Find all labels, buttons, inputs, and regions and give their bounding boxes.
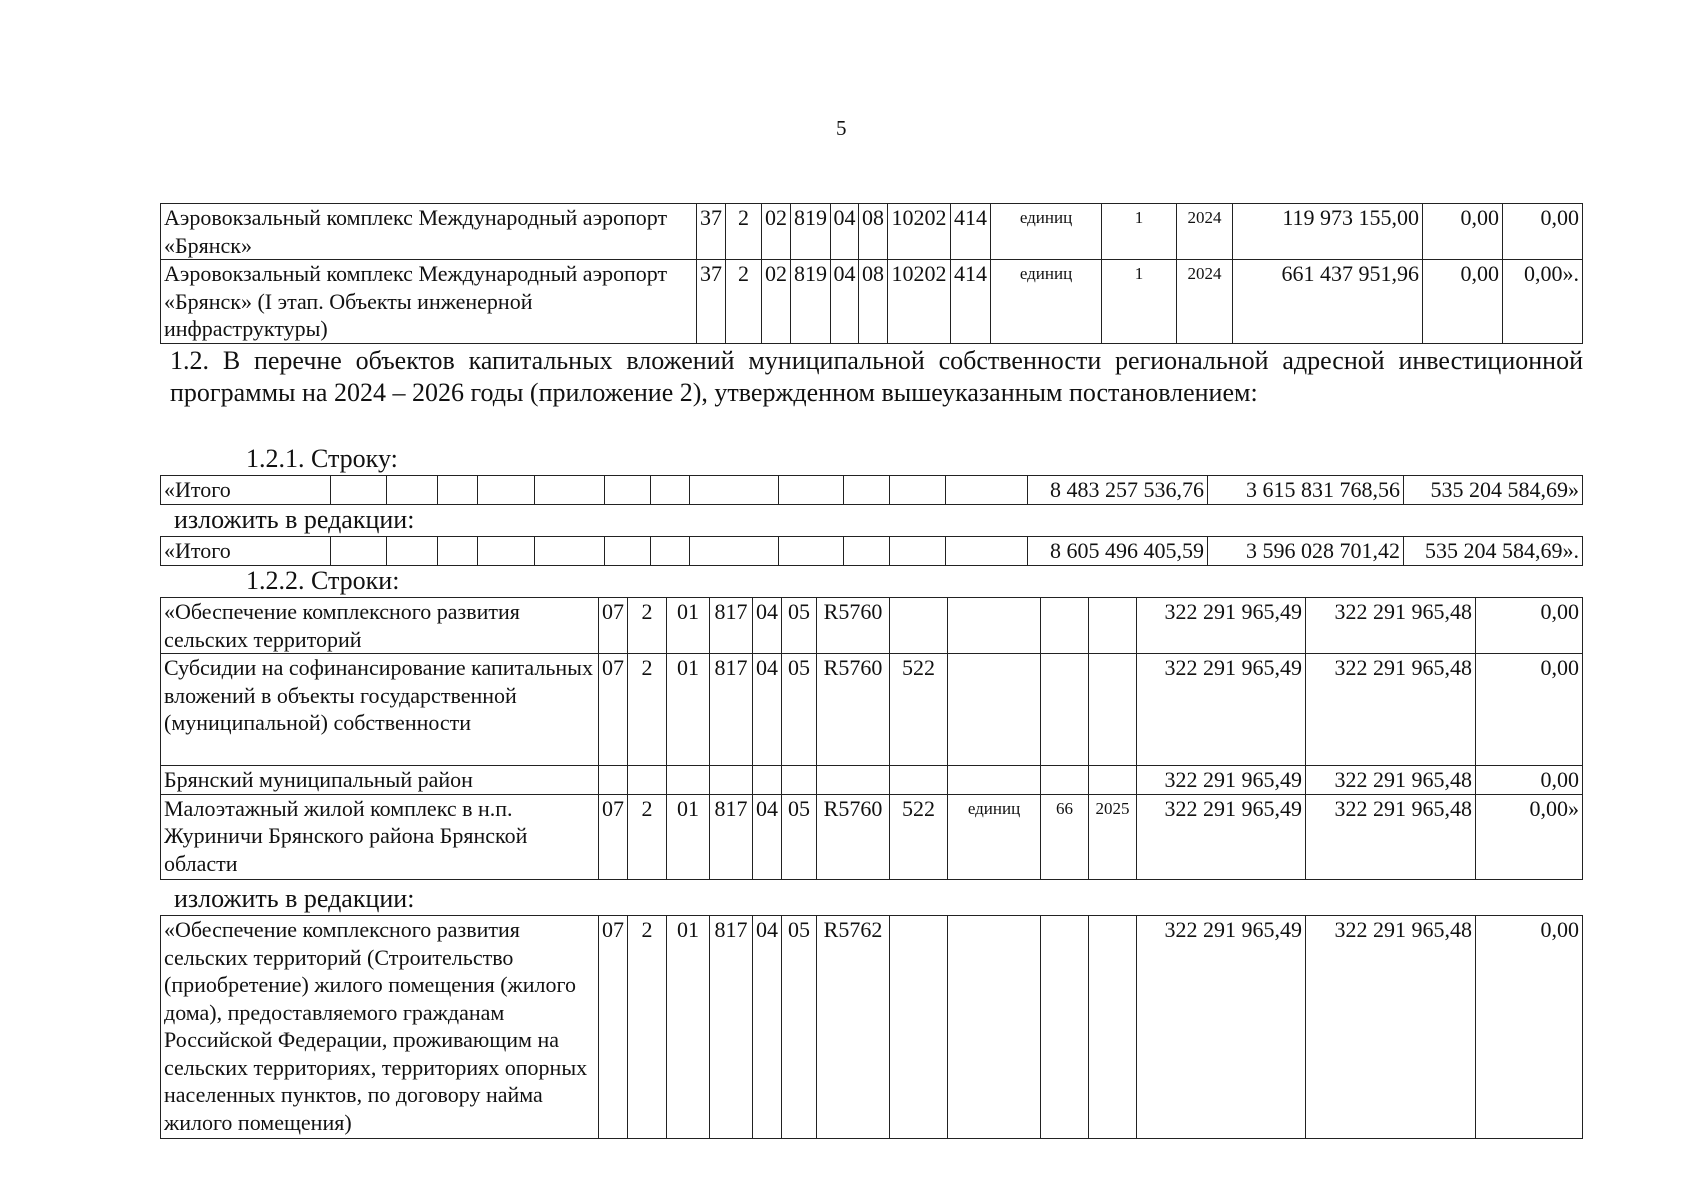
code-cell: 817 [710, 654, 753, 766]
code-cell: 10202 [888, 260, 951, 344]
code-cell: 07 [599, 794, 628, 879]
unit-cell [948, 916, 1041, 1139]
code-cell [753, 766, 782, 795]
code-cell: 04 [753, 916, 782, 1139]
table-rows-old [160, 597, 1583, 880]
table-row [161, 476, 1583, 505]
year-cell [1089, 766, 1137, 795]
code-cell: 2 [726, 204, 762, 260]
code-cell: 04 [753, 794, 782, 879]
code-cell [890, 766, 948, 795]
table-row [161, 916, 1583, 1139]
code-cell [890, 916, 948, 1139]
heading-1-2-2: 1.2.2. Строки: [246, 566, 400, 595]
code-cell: 37 [697, 204, 726, 260]
amount-cell: 8 605 496 405,59 [1028, 537, 1208, 566]
code-cell: 817 [710, 598, 753, 654]
object-name: Аэровокзальный комплекс Международный аэропорт «Брянск» [161, 204, 697, 260]
object-name: Брянский муниципальный район [161, 766, 599, 795]
amount-cell: 3 615 831 768,56 [1208, 476, 1404, 505]
code-cell: 522 [890, 654, 948, 766]
code-cell: 07 [599, 654, 628, 766]
code-cell: 07 [599, 598, 628, 654]
code-cell: 08 [859, 204, 888, 260]
code-cell: 817 [710, 916, 753, 1139]
qty-cell: 1 [1102, 204, 1177, 260]
code-cell: 05 [782, 654, 817, 766]
table-row [161, 598, 1583, 654]
amount-cell: 322 291 965,49 [1137, 916, 1306, 1139]
instruction-text: изложить в редакции: [174, 884, 415, 913]
object-name: «Обеспечение комплексного развития сельских территорий [161, 598, 599, 654]
amount-cell: 322 291 965,49 [1137, 654, 1306, 766]
object-name: Субсидии на софинансирование капитальных вложений в объекты государственной (муниципальной) собственности [161, 654, 599, 766]
code-cell: 2 [628, 598, 667, 654]
amount-cell: 0,00 [1476, 654, 1583, 766]
amount-cell: 661 437 951,96 [1233, 260, 1423, 344]
table-itogo-old [160, 475, 1583, 505]
qty-cell [1041, 598, 1089, 654]
code-cell: 04 [831, 260, 859, 344]
amount-cell: 322 291 965,49 [1137, 766, 1306, 795]
code-cell: 522 [890, 794, 948, 879]
year-cell [1089, 598, 1137, 654]
table-row [161, 204, 1583, 260]
code-cell: R5760 [817, 794, 890, 879]
code-cell [710, 766, 753, 795]
code-cell: 817 [710, 794, 753, 879]
object-name: Аэровокзальный комплекс Международный аэропорт «Брянск» (I этап. Объекты инженерной инфраструктуры) [161, 260, 697, 344]
qty-cell [1041, 916, 1089, 1139]
itogo-label: «Итого [161, 476, 331, 505]
table-row [161, 794, 1583, 879]
paragraph-1-2: 1.2. В перечне объектов капитальных вложений муниципальной собственности региональной адресной инвестиционной программы на 2024 – 2026 годы (приложение 2), утвержденном вышеуказанным постановлением: [170, 346, 1583, 407]
amount-cell: 322 291 965,49 [1137, 598, 1306, 654]
amount-cell: 322 291 965,49 [1137, 794, 1306, 879]
year-cell: 2024 [1177, 260, 1233, 344]
amount-cell: 0,00 [1423, 260, 1503, 344]
qty-cell: 66 [1041, 794, 1089, 879]
code-cell [599, 766, 628, 795]
amount-cell: 322 291 965,48 [1306, 794, 1476, 879]
amount-cell: 8 483 257 536,76 [1028, 476, 1208, 505]
code-cell [667, 766, 710, 795]
amount-cell: 535 204 584,69» [1404, 476, 1583, 505]
unit-cell [948, 766, 1041, 795]
amount-cell: 535 204 584,69». [1404, 537, 1583, 566]
year-cell: 2024 [1177, 204, 1233, 260]
object-name: Малоэтажный жилой комплекс в н.п. Журиничи Брянского района Брянской области [161, 794, 599, 879]
heading-1-2-1: 1.2.1. Строку: [246, 444, 398, 473]
code-cell: 01 [667, 794, 710, 879]
amount-cell: 322 291 965,48 [1306, 598, 1476, 654]
code-cell: 04 [753, 654, 782, 766]
code-cell: 05 [782, 916, 817, 1139]
qty-cell: 1 [1102, 260, 1177, 344]
code-cell: 819 [791, 260, 831, 344]
code-cell: 04 [753, 598, 782, 654]
code-cell: 37 [697, 260, 726, 344]
amount-cell: 119 973 155,00 [1233, 204, 1423, 260]
code-cell: R5762 [817, 916, 890, 1139]
amount-cell: 0,00 [1423, 204, 1503, 260]
amount-cell: 322 291 965,48 [1306, 916, 1476, 1139]
table-row [161, 654, 1583, 766]
code-cell: 414 [951, 204, 991, 260]
code-cell: 05 [782, 794, 817, 879]
code-cell: 02 [762, 260, 791, 344]
amount-cell: 0,00 [1476, 766, 1583, 795]
code-cell: 2 [726, 260, 762, 344]
year-cell: 2025 [1089, 794, 1137, 879]
qty-cell [1041, 766, 1089, 795]
code-cell: 05 [782, 598, 817, 654]
unit-cell: единиц [991, 204, 1102, 260]
code-cell: 02 [762, 204, 791, 260]
code-cell: 04 [831, 204, 859, 260]
code-cell [782, 766, 817, 795]
code-cell: 01 [667, 598, 710, 654]
unit-cell: единиц [948, 794, 1041, 879]
table-itogo-new [160, 536, 1583, 566]
code-cell [890, 598, 948, 654]
code-cell: 10202 [888, 204, 951, 260]
amount-cell: 322 291 965,48 [1306, 766, 1476, 795]
code-cell [817, 766, 890, 795]
code-cell: 01 [667, 654, 710, 766]
instruction-text: изложить в редакции: [174, 505, 415, 534]
amount-cell: 0,00 [1476, 916, 1583, 1139]
unit-cell [948, 654, 1041, 766]
code-cell: R5760 [817, 598, 890, 654]
amount-cell: 3 596 028 701,42 [1208, 537, 1404, 566]
code-cell: 819 [791, 204, 831, 260]
qty-cell [1041, 654, 1089, 766]
code-cell: 07 [599, 916, 628, 1139]
amount-cell: 322 291 965,48 [1306, 654, 1476, 766]
itogo-label: «Итого [161, 537, 331, 566]
year-cell [1089, 654, 1137, 766]
year-cell [1089, 916, 1137, 1139]
page-number: 5 [836, 116, 847, 140]
code-cell [628, 766, 667, 795]
table-rows-new [160, 915, 1583, 1139]
table-row [161, 537, 1583, 566]
table-airport [160, 203, 1583, 344]
table-row [161, 766, 1583, 795]
code-cell: 2 [628, 654, 667, 766]
amount-cell: 0,00» [1476, 794, 1583, 879]
unit-cell: единиц [991, 260, 1102, 344]
table-row [161, 260, 1583, 344]
object-name: «Обеспечение комплексного развития сельских территорий (Строительство (приобретение) жилого помещения (жилого дома), предоставляемого гражданам Российской Федерации, проживающим на сельских территориях, территориях опорных населенных пунктов, по договору найма жилого помещения) [161, 916, 599, 1139]
code-cell: 414 [951, 260, 991, 344]
code-cell: 2 [628, 916, 667, 1139]
amount-cell: 0,00 [1503, 204, 1583, 260]
code-cell: 2 [628, 794, 667, 879]
unit-cell [948, 598, 1041, 654]
amount-cell: 0,00 [1476, 598, 1583, 654]
amount-cell: 0,00». [1503, 260, 1583, 344]
code-cell: R5760 [817, 654, 890, 766]
code-cell: 08 [859, 260, 888, 344]
code-cell: 01 [667, 916, 710, 1139]
